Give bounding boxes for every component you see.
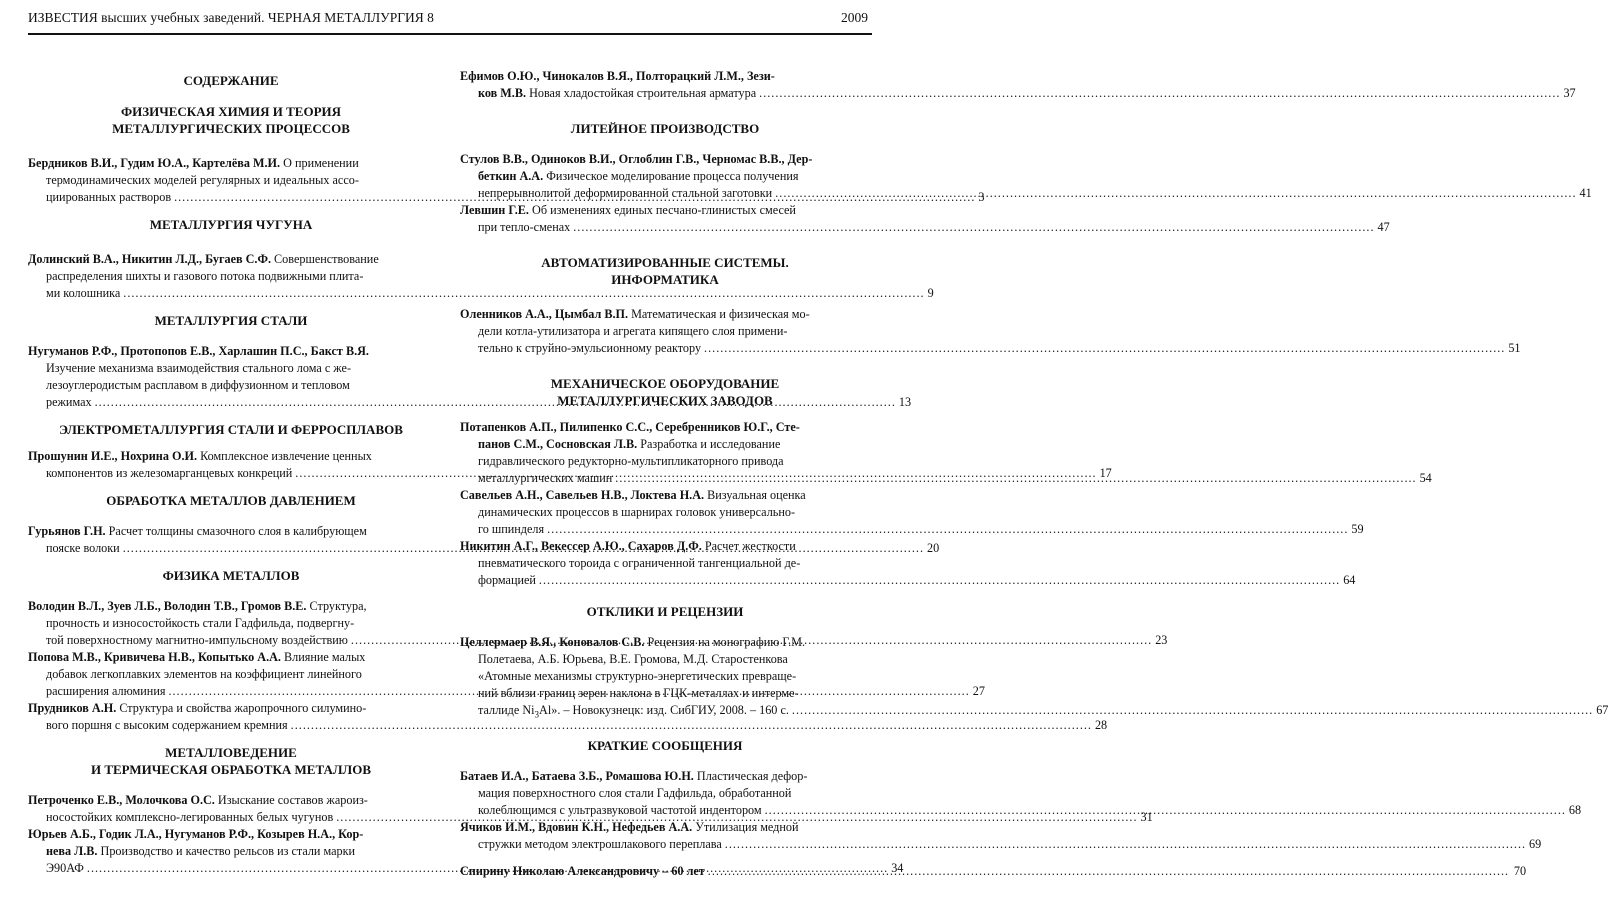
entry-authors: Володин В.Л., Зуев Л.Б., Володин Т.В., Громов В.Е. bbox=[28, 599, 307, 613]
section-heading: МЕХАНИЧЕСКОЕ ОБОРУДОВАНИЕ МЕТАЛЛУРГИЧЕСКИХ ЗАВОДОВ bbox=[550, 376, 780, 408]
page-number: 47 bbox=[1377, 220, 1390, 234]
section-heading: ОБРАБОТКА МЕТАЛЛОВ ДАВЛЕНИЕМ bbox=[106, 493, 356, 508]
entry-authors: Оленников А.А., Цымбал В.П. bbox=[460, 307, 629, 321]
page-number: 9 bbox=[927, 286, 934, 300]
page-number: 13 bbox=[898, 395, 912, 409]
page-number: 41 bbox=[1579, 186, 1592, 200]
toc-entry[interactable]: Нугуманов Р.Ф., Протопопов Е.В., Харлашин П.С., Бакст В.Я. Изучение механизма взаимодействия стального лома с же- лезоуглеродистым расплавом в диффузионном и тепловом режимах ..... 13 bbox=[28, 343, 434, 411]
section-heading: МЕТАЛЛУРГИЯ СТАЛИ bbox=[154, 313, 308, 328]
section-heading: ОТКЛИКИ И РЕЦЕНЗИИ bbox=[586, 604, 744, 619]
toc-entry[interactable]: Володин В.Л., Зуев Л.Б., Володин Т.В., Громов В.Е. Структура, прочность и износостойкость стали Гадфильда, подвергну- той поверхностному магнитно-импульсному воздействию ..... 23 bbox=[28, 598, 434, 649]
entry-authors: Нугуманов Р.Ф., Протопопов Е.В., Харлашин П.С., Бакст В.Я. bbox=[28, 344, 369, 358]
entry-authors: Прудников А.Н. bbox=[28, 701, 117, 715]
entry-authors: Прошунин И.Е., Нохрина О.И. bbox=[28, 449, 198, 463]
entry-authors: Ефимов О.Ю., Чинокалов В.Я., Полторацкий Л.М., Зези- bbox=[460, 69, 775, 83]
page-number: 69 bbox=[1529, 837, 1542, 852]
section-heading: АВТОМАТИЗИРОВАННЫЕ СИСТЕМЫ. ИНФОРМАТИКА bbox=[541, 255, 789, 287]
toc-entry[interactable]: Оленников А.А., Цымбал В.П. Математическая и физическая мо- дели котла-утилизатора и агрегата кипящего слоя примени- тельно к струйно-эмульсионному реактору ..... 51 bbox=[460, 306, 870, 357]
page-number: 59 bbox=[1351, 522, 1364, 536]
entry-authors: Петроченко Е.В., Молочкова О.С. bbox=[28, 793, 215, 807]
entry-authors: Левшин Г.Е. bbox=[460, 203, 529, 217]
section-heading: ФИЗИКА МЕТАЛЛОВ bbox=[162, 568, 300, 583]
section-heading: ФИЗИЧЕСКАЯ ХИМИЯ И ТЕОРИЯ МЕТАЛЛУРГИЧЕСКИХ ПРОЦЕССОВ bbox=[112, 104, 350, 136]
toc-entry[interactable]: Прошунин И.Е., Нохрина О.И. Комплексное извлечение ценных компонентов из железомарганцевых конкреций ..... 17 bbox=[28, 448, 434, 482]
entry-authors: Бердников В.И., Гудим Ю.А., Картелёва М.И. bbox=[28, 156, 281, 170]
page-number: 51 bbox=[1508, 341, 1521, 355]
toc-entry[interactable]: Целлермаер В.Я., Коновалов С.В. Рецензия на монографию Г.М. Полетаева, А.Б. Юрьева, В.Е. Громова, М.Д. Старостенкова «Атомные механизмы структурно-энергетических превраще- ний вблизи границ зерен наклона в ГЦК-металлах и интерме- таллиде $Ni_3Al$». – Новокузнецк: изд. СибГИУ, 2008. – 160 с. ..... 67 bbox=[460, 634, 870, 723]
entry-authors: Долинский В.А., Никитин Л.Д., Бугаев С.Ф. bbox=[28, 252, 271, 266]
page-number: 27 bbox=[972, 684, 985, 698]
toc-entry[interactable]: Никитин А.Г., Векессер А.Ю., Сахаров Д.Ф. Расчет жесткости пневматического тороида с ограниченной тангенциальной де- формацией ..... 64 bbox=[460, 538, 870, 589]
page-number: 34 bbox=[891, 861, 904, 875]
running-header bbox=[28, 6, 872, 28]
toc-entry[interactable]: Прудников А.Н. Структура и свойства жаропрочного силумино- вого поршня с высоким содержанием кремния ..... 28 bbox=[28, 700, 434, 734]
toc-entry[interactable]: Попова М.В., Кривичева Н.В., Копытько А.А. Влияние малых добавок легкоплавких элементов на коэффициент линейного расширения алюминия ..... 27 bbox=[28, 649, 434, 700]
page-number: 17 bbox=[1099, 466, 1112, 480]
page-number: 67 bbox=[1596, 703, 1608, 717]
page-number: 3 bbox=[978, 190, 985, 204]
page-number: 31 bbox=[1140, 810, 1153, 824]
toc-entry[interactable]: Ефимов О.Ю., Чинокалов В.Я., Полторацкий Л.М., Зези- ков М.В. Новая хладостойкая строительная арматура ..... 37 bbox=[460, 68, 870, 102]
header-rule bbox=[28, 33, 872, 35]
entry-authors: Спирину Николаю Александровичу – 60 лет bbox=[460, 864, 705, 879]
page-number: 20 bbox=[926, 541, 940, 555]
toc-entry[interactable]: Бердников В.И., Гудим Ю.А., Картелёва М.И. О применении термодинамических моделей регулярных и идеальных ассо- циированных растворов ..... 3 bbox=[28, 155, 434, 206]
page-number: 64 bbox=[1343, 573, 1356, 587]
entry-authors: Савельев А.Н., Савельев Н.В., Локтева Н.А. bbox=[460, 488, 705, 502]
page-number: 68 bbox=[1568, 803, 1582, 818]
entry-authors: Гурьянов Г.Н. bbox=[28, 524, 106, 538]
entry-authors: Потапенков А.П., Пилипенко С.С., Серебренников Ю.Г., Сте- bbox=[460, 420, 800, 434]
toc-entry[interactable]: Юрьев А.Б., Годик Л.А., Нугуманов Р.Ф., Козырев Н.А., Кор- нева Л.В. Производство и качество рельсов из стали марки Э90АФ ..... 34 bbox=[28, 826, 434, 877]
page-number: 37 bbox=[1563, 86, 1576, 100]
journal-title: ИЗВЕСТИЯ высших учебных заведений. ЧЕРНАЯ МЕТАЛЛУРГИЯ 8 bbox=[28, 10, 434, 25]
toc-title: СОДЕРЖАНИЕ bbox=[183, 73, 279, 88]
toc-entry[interactable]: Левшин Г.Е. Об изменениях единых песчано-глинистых смесей при тепло-сменах ..... 47 bbox=[460, 202, 870, 236]
section-heading: КРАТКИЕ СООБЩЕНИЯ bbox=[587, 738, 743, 754]
section-heading: МЕТАЛЛОВЕДЕНИЕ И ТЕРМИЧЕСКАЯ ОБРАБОТКА МЕТАЛЛОВ bbox=[90, 745, 372, 777]
toc-entry[interactable]: Потапенков А.П., Пилипенко С.С., Серебренников Ю.Г., Сте- панов С.М., Сосновская Л.В. Разработка и исследование гидравлического редукторно-мультипликаторного привода металлургических машин ..... 54 bbox=[460, 419, 870, 487]
toc-entry[interactable]: Батаев И.А., Батаева З.Б., Ромашова Ю.Н. Пластическая дефор- мация поверхностного слоя стали Гадфильда, обработанной колеблющимся с ультразвуковой частотой индентором ..... 68 bbox=[460, 768, 870, 819]
toc-entry[interactable]: Ячиков И.М., Вдовин К.Н., Нефедьев А.А. Утилизация медной стружки методом электрошлакового переплава ..... 69 bbox=[460, 819, 870, 853]
page-number: 54 bbox=[1419, 471, 1432, 485]
toc-entry[interactable]: Гурьянов Г.Н. Расчет толщины смазочного слоя в калибрующем пояске волоки ..... 20 bbox=[28, 523, 434, 557]
page-number: 70 bbox=[1513, 864, 1527, 879]
entry-authors: Ячиков И.М., Вдовин К.Н., Нефедьев А.А. bbox=[460, 820, 693, 835]
entry-authors: Целлермаер В.Я., Коновалов С.В. bbox=[460, 635, 645, 649]
toc-entry[interactable]: Стулов В.В., Одиноков В.И., Оглоблин Г.В., Черномас В.В., Дер- беткин А.А. Физическое моделирование процесса получения непрерывнолитой деформированной стальной заготовки ..... 41 bbox=[460, 151, 870, 202]
toc-entry[interactable]: Долинский В.А., Никитин Л.Д., Бугаев С.Ф. Совершенствование распределения шихты и газового потока подвижными плита- ми колошника ..... 9 bbox=[28, 251, 434, 302]
year: 2009 bbox=[841, 10, 868, 25]
page-number: 23 bbox=[1155, 633, 1168, 647]
section-heading: ЛИТЕЙНОЕ ПРОИЗВОДСТВО bbox=[570, 121, 760, 136]
section-heading: МЕТАЛЛУРГИЯ ЧУГУНА bbox=[149, 217, 313, 232]
page-number: 28 bbox=[1094, 718, 1108, 732]
entry-authors: Стулов В.В., Одиноков В.И., Оглоблин Г.В., Черномас В.В., Дер- bbox=[460, 152, 813, 166]
entry-authors: Батаев И.А., Батаева З.Б., Ромашова Ю.Н. bbox=[460, 769, 694, 784]
entry-authors: Юрьев А.Б., Годик Л.А., Нугуманов Р.Ф., Козырев Н.А., Кор- bbox=[28, 827, 364, 841]
toc-entry[interactable]: Петроченко Е.В., Молочкова О.С. Изыскание составов жароиз- носостойких комплексно-легированных белых чугунов ..... 31 bbox=[28, 792, 434, 826]
section-heading: ЭЛЕКТРОМЕТАЛЛУРГИЯ СТАЛИ И ФЕРРОСПЛАВОВ bbox=[59, 422, 403, 437]
entry-authors: Попова М.В., Кривичева Н.В., Копытько А.А. bbox=[28, 650, 281, 664]
toc-entry[interactable]: Савельев А.Н., Савельев Н.В., Локтева Н.А. Визуальная оценка динамических процессов в шарнирах головок универсально- го шпинделя ..... 59 bbox=[460, 487, 870, 538]
entry-authors: Никитин А.Г., Векессер А.Ю., Сахаров Д.Ф. bbox=[460, 539, 702, 553]
